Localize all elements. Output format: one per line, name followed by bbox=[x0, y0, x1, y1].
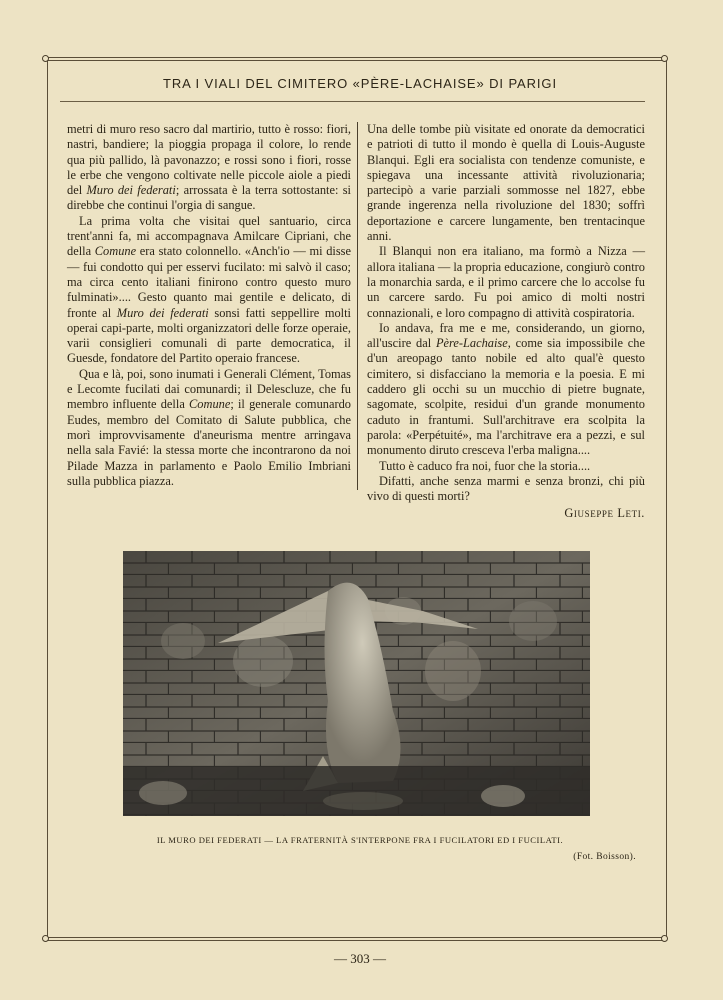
right-frame-rule bbox=[666, 58, 667, 941]
text-run: Tutto è caduco fra noi, fuor che la storia.... bbox=[379, 458, 591, 473]
page-number: — 303 — bbox=[334, 951, 386, 966]
paragraph bbox=[67, 367, 351, 489]
author-signature: Giuseppe Leti. bbox=[564, 506, 645, 521]
text-run: , come sia impossibile che d'un areopago tanto nobile ed alto qual'è questo cimitero, si disfacciano la memoria e la poesia. E mi caddero gli occhi su un mucchio di pietre bugnate, sagomate, scolpite, residui d'un grande monumento caduto in frantumi. Sull'architrave era scolpita la parola: «Perpétuité», ma l'architrave era a pezzi, e sul monumento diruto cresceva l'erba maligna.... bbox=[367, 336, 645, 458]
paragraph bbox=[367, 459, 645, 474]
bottom-frame-rule bbox=[47, 937, 667, 941]
column-divider bbox=[357, 122, 358, 490]
corner-ornament bbox=[42, 55, 49, 62]
text-run: Difatti, anche senza marmi e senza bronzi, chi più vivo di questi morti? bbox=[367, 473, 645, 504]
corner-ornament bbox=[661, 55, 668, 62]
left-frame-rule bbox=[47, 58, 48, 941]
paragraph bbox=[367, 122, 645, 244]
figure-caption: IL MURO DEI FEDERATI — LA FRATERNITÀ S'INTERPONE FRA I FUCILATORI ED I FUCILATI. bbox=[156, 835, 564, 845]
text-run: sonsi fatti seppellire molti operai capi-parte, molti organizzatori delle forze operaie, varii consiglieri comunali di parte democratica, il Guesde, fondatore del Partito operaio francese. bbox=[67, 305, 351, 366]
corner-ornament bbox=[661, 935, 668, 942]
text-run: Qua e là, poi, sono inumati i Generali Clément, Tomas e Lecomte fucilati dai comunardi; il Delescluze, che fu membro influente della bbox=[67, 366, 351, 412]
paragraph bbox=[367, 244, 645, 320]
italic-text: Muro dei federati bbox=[86, 183, 176, 198]
wall-photograph bbox=[123, 551, 590, 816]
left-column bbox=[67, 122, 351, 489]
paragraph bbox=[67, 214, 351, 367]
corner-ornament bbox=[42, 935, 49, 942]
text-run: La prima volta che visitai quel santuario, circa trent'anni fa, mi accompagnava Amilcare Cipriani, che della bbox=[67, 213, 351, 259]
right-column bbox=[367, 122, 645, 522]
top-frame-rule bbox=[47, 57, 667, 61]
text-run: Una delle tombe più visitate ed onorate da democratici e patrioti di tutto il mondo è quella di Louis-Auguste Blanqui. Egli era socialista con tendenze comuniste, e spiegava una incessante attività rivoluzionaria; partecipò a varie parziali sommosse nel 1827, ebbe grande ingerenza nella rivoluzione del 1830; soffrì deportazione e carcere lungamente, ben trentacinque anni. bbox=[367, 122, 645, 244]
text-run: ; arrossata è la terra sottostante: si direbbe che continui l'orgia di sangue. bbox=[67, 183, 351, 213]
paragraph bbox=[367, 474, 645, 505]
text-run: Il Blanqui non era italiano, ma formò a Nizza — allora italiana — la propria educazione, congiurò contro la monarchia sarda, e il primo carcere che lo accolse fu un carcere sardo. Fu poi amico di molti nostri connazionali, e loro compagno di attività cospiratoria. bbox=[367, 244, 645, 320]
running-header: TRA I VIALI DEL CIMITERO «PÈRE-LACHAISE» DI PARIGI bbox=[163, 76, 557, 91]
photo-credit: (Fot. Boisson). bbox=[573, 852, 636, 862]
italic-text: Comune bbox=[94, 244, 137, 259]
text-run: era stato colonnello. «Anch'io — mi disse — fui condotto qui per esservi fucilato: mi salvò il caso; ma circa cento italiani finirono contro questo muro fulminati».... Gesto quanto mai gentile e delicato, di fronte al bbox=[67, 244, 351, 320]
header-rule bbox=[60, 101, 645, 102]
text-run: Io andava, fra me e me, considerando, un giorno, all'uscire dal bbox=[367, 320, 645, 351]
text-run: ; il generale comunardo Eudes, membro del Comitato di Salute pubblica, che morì improvvisamente d'aneurisma mentre arringava nella sala Favié: la stessa morte che incontrarono da noi Pilade Mazza in parlamento e Paolo Emilio Imbriani sulla pubblica piazza. bbox=[67, 397, 351, 488]
photograph-image bbox=[123, 551, 590, 816]
italic-text: Muro dei federati bbox=[116, 305, 209, 320]
paragraph bbox=[367, 321, 645, 459]
italic-text: Comune bbox=[189, 397, 231, 412]
paragraph bbox=[67, 122, 351, 214]
text-run: metri di muro reso sacro dal martirio, tutto è rosso: fiori, nastri, bandiere; la pioggia propaga il colore, lo rende qua più pallido, là pavonazzo; e rossi sono i fiori, rosse le erbe che vengono coltivate nelle piccole aiole a piedi del bbox=[67, 122, 351, 198]
italic-text: Père-Lachaise bbox=[435, 336, 508, 351]
